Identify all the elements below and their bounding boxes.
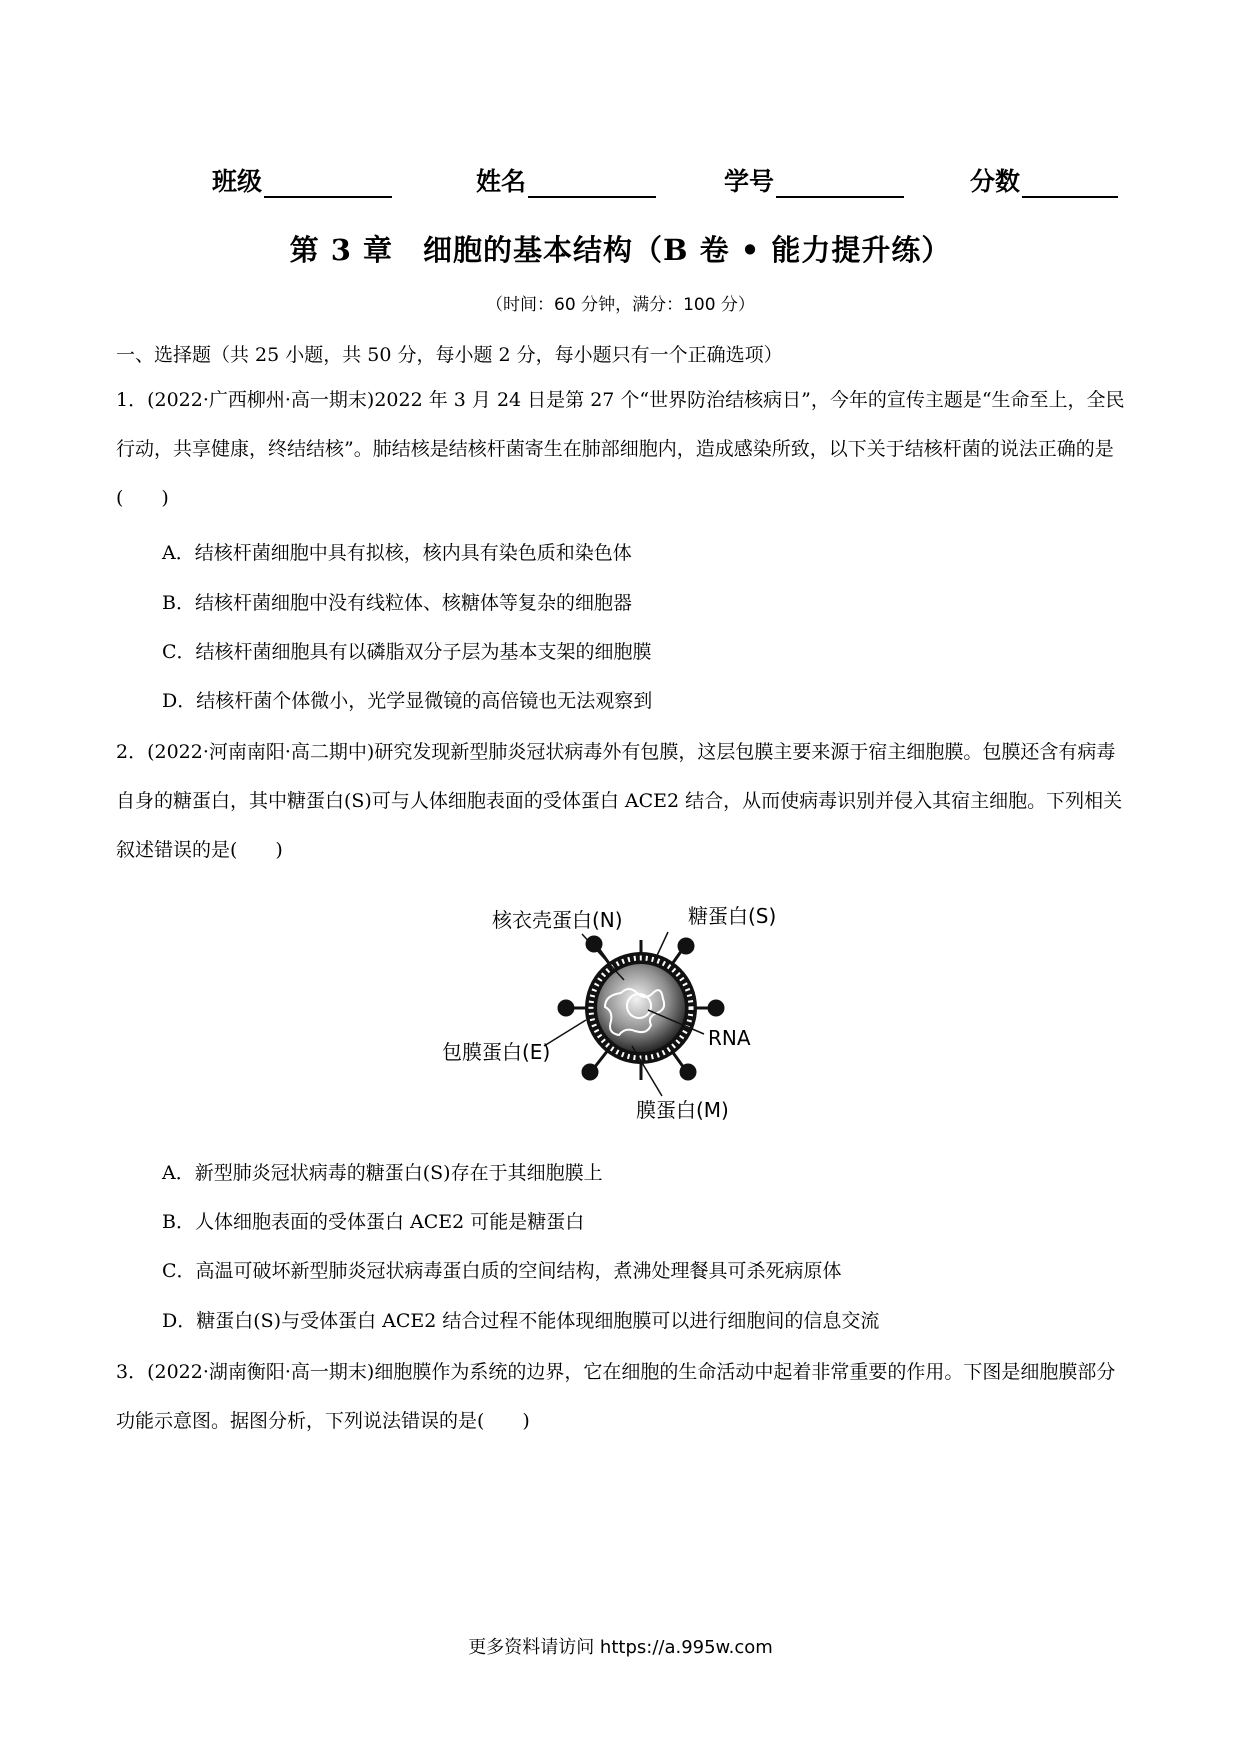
name-blank[interactable] xyxy=(528,170,656,198)
score-blank[interactable] xyxy=(1022,170,1118,198)
question-2-option-a: A．新型肺炎冠状病毒的糖蛋白(S)存在于其细胞膜上 xyxy=(162,1162,603,1184)
question-3-stem: 3．(2022·湖南衡阳·高一期末)细胞膜作为系统的边界，它在细胞的生命活动中起着非常重要的作用。下图是细胞膜部分功能示意图。据图分析，下列说法错误的是( ) xyxy=(116,1361,1116,1432)
question-1-stem: 1．(2022·广西柳州·高一期末)2022 年 3 月 24 日是第 27 个“世界防治结核病日”，今年的宣传主题是“生命至上，全民行动，共享健康，终结结核”。肺结核是结核杆菌寄生在肺部细胞内，造成感染所致，以下关于结核杆菌的说法正确的是( ) xyxy=(116,389,1125,509)
question-1-option-a: A．结核杆菌细胞中具有拟核，核内具有染色质和染色体 xyxy=(162,542,632,564)
section-heading: 一、选择题（共 25 小题，共 50 分，每小题 2 分，每小题只有一个正确选项） xyxy=(116,344,783,366)
question-2-stem: 2．(2022·河南南阳·高二期中)研究发现新型肺炎冠状病毒外有包膜，这层包膜主要来源于宿主细胞膜。包膜还含有病毒自身的糖蛋白，其中糖蛋白(S)可与人体细胞表面的受体蛋白 ACE2 结合，从而使病毒识别并侵入其宿主细胞。下列相关叙述错误的是( ) xyxy=(116,741,1123,861)
label-spike-glycoprotein: 糖蛋白(S) xyxy=(688,904,777,928)
label-envelope-protein: 包膜蛋白(E) xyxy=(442,1040,551,1064)
name-label: 姓名 xyxy=(476,167,527,196)
footer-link[interactable]: 更多资料请访问 https://a.995w.com xyxy=(468,1637,773,1658)
question-1-option-c: C．结核杆菌细胞具有以磷脂双分子层为基本支架的细胞膜 xyxy=(162,641,652,663)
label-rna: RNA xyxy=(708,1026,751,1050)
student-id-blank[interactable] xyxy=(776,170,904,198)
student-id-label: 学号 xyxy=(724,167,775,196)
score-label: 分数 xyxy=(970,167,1021,196)
page-title: 第 3 章 细胞的基本结构（B 卷 • 能力提升练） xyxy=(289,233,952,267)
name-field xyxy=(476,162,656,198)
class-field xyxy=(212,162,392,198)
label-nucleocapsid-protein: 核衣壳蛋白(N) xyxy=(492,908,623,932)
page-subtitle: （时间：60 分钟，满分：100 分） xyxy=(486,295,755,315)
label-membrane-protein: 膜蛋白(M) xyxy=(636,1098,729,1122)
virus-core xyxy=(597,964,685,1052)
virus-diagram xyxy=(436,898,816,1128)
question-2-option-d: D．糖蛋白(S)与受体蛋白 ACE2 结合过程不能体现细胞膜可以进行细胞间的信息交流 xyxy=(162,1310,880,1332)
question-2-option-c: C．高温可破坏新型肺炎冠状病毒蛋白质的空间结构，煮沸处理餐具可杀死病原体 xyxy=(162,1260,842,1282)
question-1-option-d: D．结核杆菌个体微小，光学显微镜的高倍镜也无法观察到 xyxy=(162,690,653,712)
student-id-field xyxy=(724,162,904,198)
question-1-option-b: B．结核杆菌细胞中没有线粒体、核糖体等复杂的细胞器 xyxy=(162,592,632,614)
question-2-option-b: B．人体细胞表面的受体蛋白 ACE2 可能是糖蛋白 xyxy=(162,1211,585,1233)
class-blank[interactable] xyxy=(264,170,392,198)
class-label: 班级 xyxy=(212,167,263,196)
score-field xyxy=(970,162,1118,198)
